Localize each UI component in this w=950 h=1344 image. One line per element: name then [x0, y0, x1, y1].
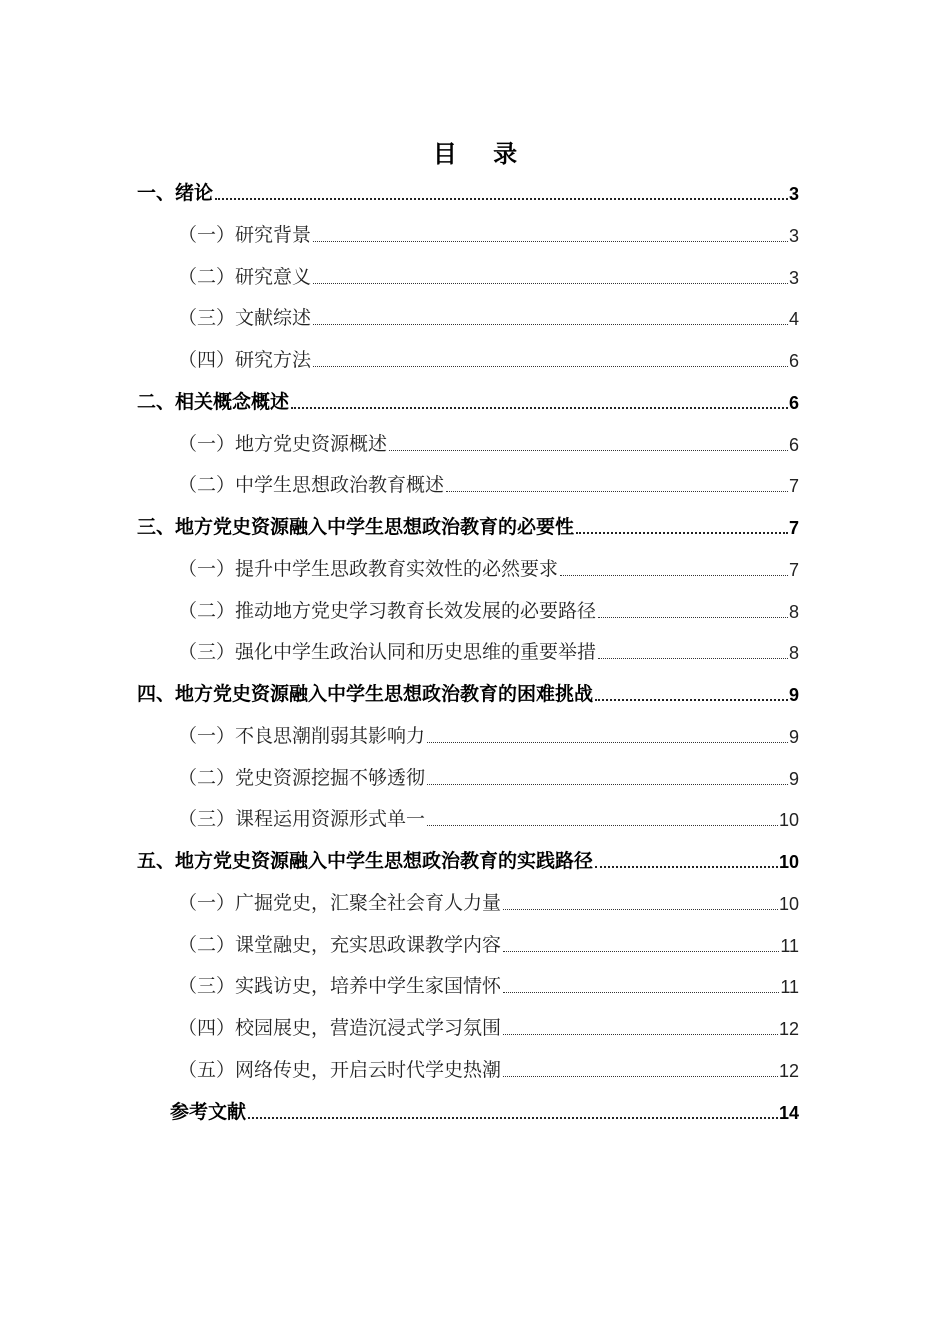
toc-entry-label: （一）提升中学生思政教育实效性的必然要求 — [178, 557, 559, 580]
toc-entry-page-number: 12 — [778, 1060, 799, 1081]
toc-entry-label: （二）研究意义 — [178, 265, 312, 288]
toc-entry-label: （三）实践访史，培养中学生家国情怀 — [178, 975, 502, 998]
toc-entry-label: （五）网络传史，开启云时代学史热潮 — [178, 1058, 502, 1081]
toc-leader-dots — [427, 784, 788, 785]
toc-leader-dots — [503, 1034, 778, 1035]
toc-entry-label: （四）校园展史，营造沉浸式学习氛围 — [178, 1017, 502, 1039]
toc-entry-page-number: 11 — [780, 977, 799, 998]
toc-entry-page-number: 10 — [778, 810, 799, 831]
toc-entry-label: （四）研究方法 — [178, 349, 312, 371]
toc-section-entry — [178, 718, 799, 748]
toc-section-entry — [178, 259, 799, 289]
toc-entry-page-number: 9 — [788, 768, 799, 789]
toc-leader-dots — [576, 532, 788, 534]
toc-section-entry — [178, 760, 799, 790]
toc-section-entry — [178, 217, 799, 247]
toc-entry-label: 二、相关概念概述 — [137, 390, 290, 413]
toc-entry-label: （一）研究背景 — [178, 223, 312, 246]
toc-leader-dots — [503, 909, 778, 910]
toc-entry-label: 三、地方党史资源融入中学生思想政治教育的必要性 — [137, 516, 575, 538]
toc-entry-page-number: 7 — [788, 518, 799, 538]
toc-leader-dots — [248, 1117, 778, 1119]
toc-chapter-entry — [137, 676, 799, 706]
toc-section-entry — [178, 634, 799, 664]
toc-entry-label: 五、地方党史资源融入中学生思想政治教育的实践路径 — [137, 850, 594, 872]
toc-entry-page-number: 9 — [788, 685, 799, 705]
toc-section-entry — [178, 426, 799, 456]
toc-entry-page-number: 6 — [788, 392, 799, 413]
toc-leader-dots — [446, 491, 788, 492]
toc-leader-dots — [503, 992, 779, 993]
toc-entry-references — [170, 1094, 799, 1124]
toc-leader-dots — [291, 407, 788, 409]
toc-entry-label: 参考文献 — [170, 1100, 247, 1123]
toc-entry-label: （二）中学生思想政治教育概述 — [178, 474, 445, 497]
toc-entry-page-number: 8 — [788, 643, 799, 664]
toc-entry-page-number: 10 — [778, 893, 799, 914]
toc-entry-page-number: 6 — [788, 351, 799, 371]
toc-entry-page-number: 8 — [788, 601, 799, 622]
toc-section-entry — [178, 927, 799, 957]
toc-entry-label: （一）不良思潮削弱其影响力 — [178, 724, 426, 747]
toc-entry-page-number: 6 — [788, 434, 799, 455]
toc-section-entry — [178, 885, 799, 915]
toc-entry-page-number: 11 — [780, 935, 799, 956]
toc-section-entry — [178, 593, 799, 623]
toc-entry-label: （一）地方党史资源概述 — [178, 432, 388, 455]
toc-entry-page-number: 7 — [788, 559, 799, 580]
toc-chapter-entry — [137, 175, 799, 205]
toc-leader-dots — [427, 742, 788, 743]
toc-leader-dots — [503, 951, 779, 952]
toc-leader-dots — [313, 283, 788, 284]
toc-section-entry — [178, 1052, 799, 1082]
toc-leader-dots — [598, 658, 788, 659]
toc-entry-label: 一、绪论 — [137, 182, 214, 204]
toc-entry-page-number: 3 — [788, 184, 799, 204]
toc-leader-dots — [560, 575, 788, 576]
toc-entry-label: （二）课堂融史，充实思政课教学内容 — [178, 933, 502, 956]
toc-section-entry — [178, 467, 799, 497]
toc-leader-dots — [313, 366, 788, 367]
toc-section-entry — [178, 1010, 799, 1040]
toc-section-entry — [178, 300, 799, 330]
toc-chapter-entry — [137, 843, 799, 873]
toc-leader-dots — [313, 324, 788, 325]
toc-entry-page-number: 9 — [788, 726, 799, 747]
toc-section-entry — [178, 551, 799, 581]
toc-leader-dots — [595, 866, 778, 868]
toc-entry-label: （二）党史资源挖掘不够透彻 — [178, 766, 426, 789]
toc-entry-page-number: 10 — [778, 852, 799, 872]
toc-leader-dots — [215, 198, 788, 200]
toc-leader-dots — [598, 617, 788, 618]
toc-entry-label: （三）文献综述 — [178, 307, 312, 330]
toc-entry-label: （三）强化中学生政治认同和历史思维的重要举措 — [178, 641, 597, 664]
toc-entry-page-number: 12 — [778, 1019, 799, 1039]
toc-leader-dots — [427, 825, 778, 826]
toc-leader-dots — [389, 450, 788, 451]
toc-entry-page-number: 3 — [788, 267, 799, 288]
toc-entry-label: （二）推动地方党史学习教育长效发展的必要路径 — [178, 599, 597, 622]
toc-section-entry — [178, 342, 799, 372]
toc-entry-page-number: 3 — [788, 225, 799, 246]
toc-leader-dots — [503, 1076, 778, 1077]
toc-section-entry — [178, 968, 799, 998]
toc-entry-label: （一）广掘党史，汇聚全社会育人力量 — [178, 891, 502, 914]
toc-chapter-entry — [137, 509, 799, 539]
toc-entry-label: （三）课程运用资源形式单一 — [178, 808, 426, 831]
toc-title: 目 录 — [432, 140, 532, 168]
toc-entry-page-number: 14 — [778, 1102, 799, 1123]
toc-leader-dots — [595, 699, 788, 701]
toc-entry-label: 四、地方党史资源融入中学生思想政治教育的困难挑战 — [137, 683, 594, 705]
toc-chapter-entry — [137, 384, 799, 414]
toc-section-entry — [178, 801, 799, 831]
toc-leader-dots — [313, 241, 788, 242]
toc-entry-page-number: 7 — [788, 476, 799, 497]
toc-entry-page-number: 4 — [788, 309, 799, 330]
